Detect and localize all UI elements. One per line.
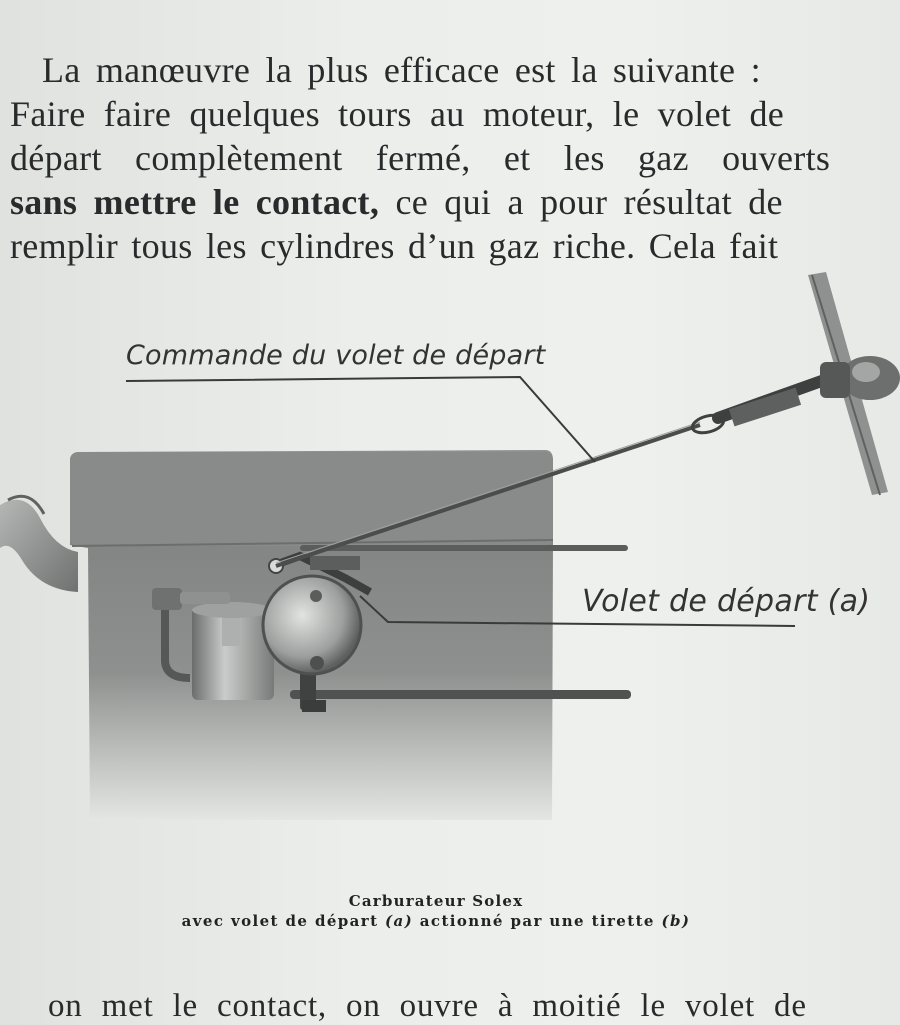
caption-text: avec volet de départ xyxy=(181,912,386,930)
caption-text: actionné par une tirette xyxy=(413,912,662,930)
caption-ref-a: (a) xyxy=(385,912,414,930)
text-line xyxy=(10,180,900,224)
figure-caption-title: Carburateur Solex xyxy=(348,892,524,910)
text-fragment: ce qui a pour résultat de xyxy=(379,182,783,222)
caption-ref-b: (b) xyxy=(661,912,691,930)
body-paragraph xyxy=(10,48,900,268)
text-line: Faire faire quelques tours au moteur, le volet de xyxy=(10,94,785,134)
text-line: départ complètement fermé, et les gaz ouverts xyxy=(10,138,831,178)
text-line: remplir tous les cylindres d’un gaz riche. Cela fait xyxy=(10,226,779,266)
bold-phrase: sans mettre le contact, xyxy=(10,182,380,222)
body-paragraph-bottom: on met le contact, on ouvre à moitié le volet de xyxy=(48,988,807,1024)
intake-pipe-shape xyxy=(0,500,78,592)
lower-rod xyxy=(290,690,631,699)
label-commande-volet: Commande du volet de départ xyxy=(126,340,546,371)
figure-caption-subtitle xyxy=(0,912,886,930)
label-volet-depart: Volet de départ (a) xyxy=(582,584,871,619)
text-line: La manœuvre la plus efficace est la suivante : xyxy=(42,50,761,90)
upper-rod xyxy=(300,545,628,551)
leader-commande xyxy=(126,377,595,462)
